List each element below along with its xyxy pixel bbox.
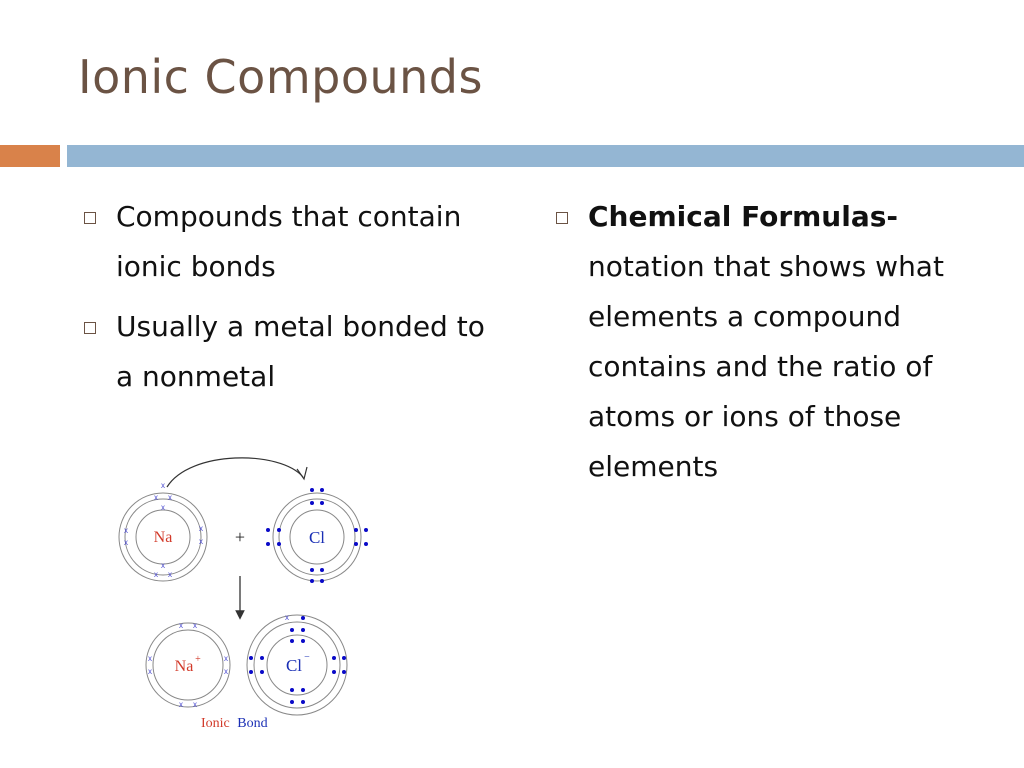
caption-ionic: Ionic xyxy=(201,716,230,731)
svg-text:x: x xyxy=(179,621,183,630)
svg-text:x: x xyxy=(154,570,158,579)
svg-text:x: x xyxy=(193,700,197,709)
svg-text:x: x xyxy=(124,538,128,547)
svg-text:x: x xyxy=(199,537,203,546)
bullet-item xyxy=(552,192,992,492)
bullet-text: Compounds that contain ionic bonds xyxy=(116,200,462,283)
diagram-caption xyxy=(201,716,268,731)
sodium-ion-charge: + xyxy=(195,654,201,665)
sodium-ion-label: Na xyxy=(174,658,194,675)
bullet-square-icon xyxy=(84,322,96,334)
svg-text:x: x xyxy=(193,621,197,630)
caption-bond: Bond xyxy=(237,716,268,731)
chlorine-ion-label: Cl xyxy=(285,656,303,675)
definition-text: notation that shows what elements a compound contains and the ratio of atoms or ions of those elements xyxy=(588,250,944,483)
chlorine-atom xyxy=(266,488,368,583)
chlorine-ion-charge: − xyxy=(304,652,310,663)
bullet-item xyxy=(80,192,510,292)
sodium-ion xyxy=(146,621,230,709)
svg-text:x: x xyxy=(154,493,158,502)
accent-bar-orange xyxy=(0,145,60,167)
term-label: Chemical Formulas- xyxy=(588,200,899,233)
chlorine-label: Cl xyxy=(308,528,326,547)
electron-transfer-arrow xyxy=(167,458,303,487)
svg-text:x: x xyxy=(179,700,183,709)
right-column xyxy=(552,192,992,502)
chlorine-ion-crosses xyxy=(285,613,289,622)
svg-text:x: x xyxy=(124,526,128,535)
svg-text:x: x xyxy=(224,654,228,663)
ionic-bond-diagram xyxy=(105,455,375,735)
sodium-atom xyxy=(119,481,207,581)
bullet-text: Usually a metal bonded to a nonmetal xyxy=(116,310,485,393)
accent-bar-blue xyxy=(67,145,1024,167)
svg-text:x: x xyxy=(199,524,203,533)
svg-text:x: x xyxy=(148,654,152,663)
svg-text:x: x xyxy=(285,613,289,622)
chlorine-ion xyxy=(247,613,347,715)
svg-text:x: x xyxy=(161,481,165,490)
slide-title: Ionic Compounds xyxy=(78,50,483,104)
bullet-square-icon xyxy=(556,212,568,224)
svg-text:x: x xyxy=(148,667,152,676)
svg-text:x: x xyxy=(168,493,172,502)
svg-text:x: x xyxy=(161,561,165,570)
sodium-label: Na xyxy=(153,529,173,546)
svg-text:x: x xyxy=(224,667,228,676)
left-column xyxy=(80,192,510,412)
bullet-square-icon xyxy=(84,212,96,224)
svg-text:x: x xyxy=(161,503,165,512)
bullet-item xyxy=(80,302,510,402)
svg-text:x: x xyxy=(168,570,172,579)
plus-sign: + xyxy=(234,527,246,547)
